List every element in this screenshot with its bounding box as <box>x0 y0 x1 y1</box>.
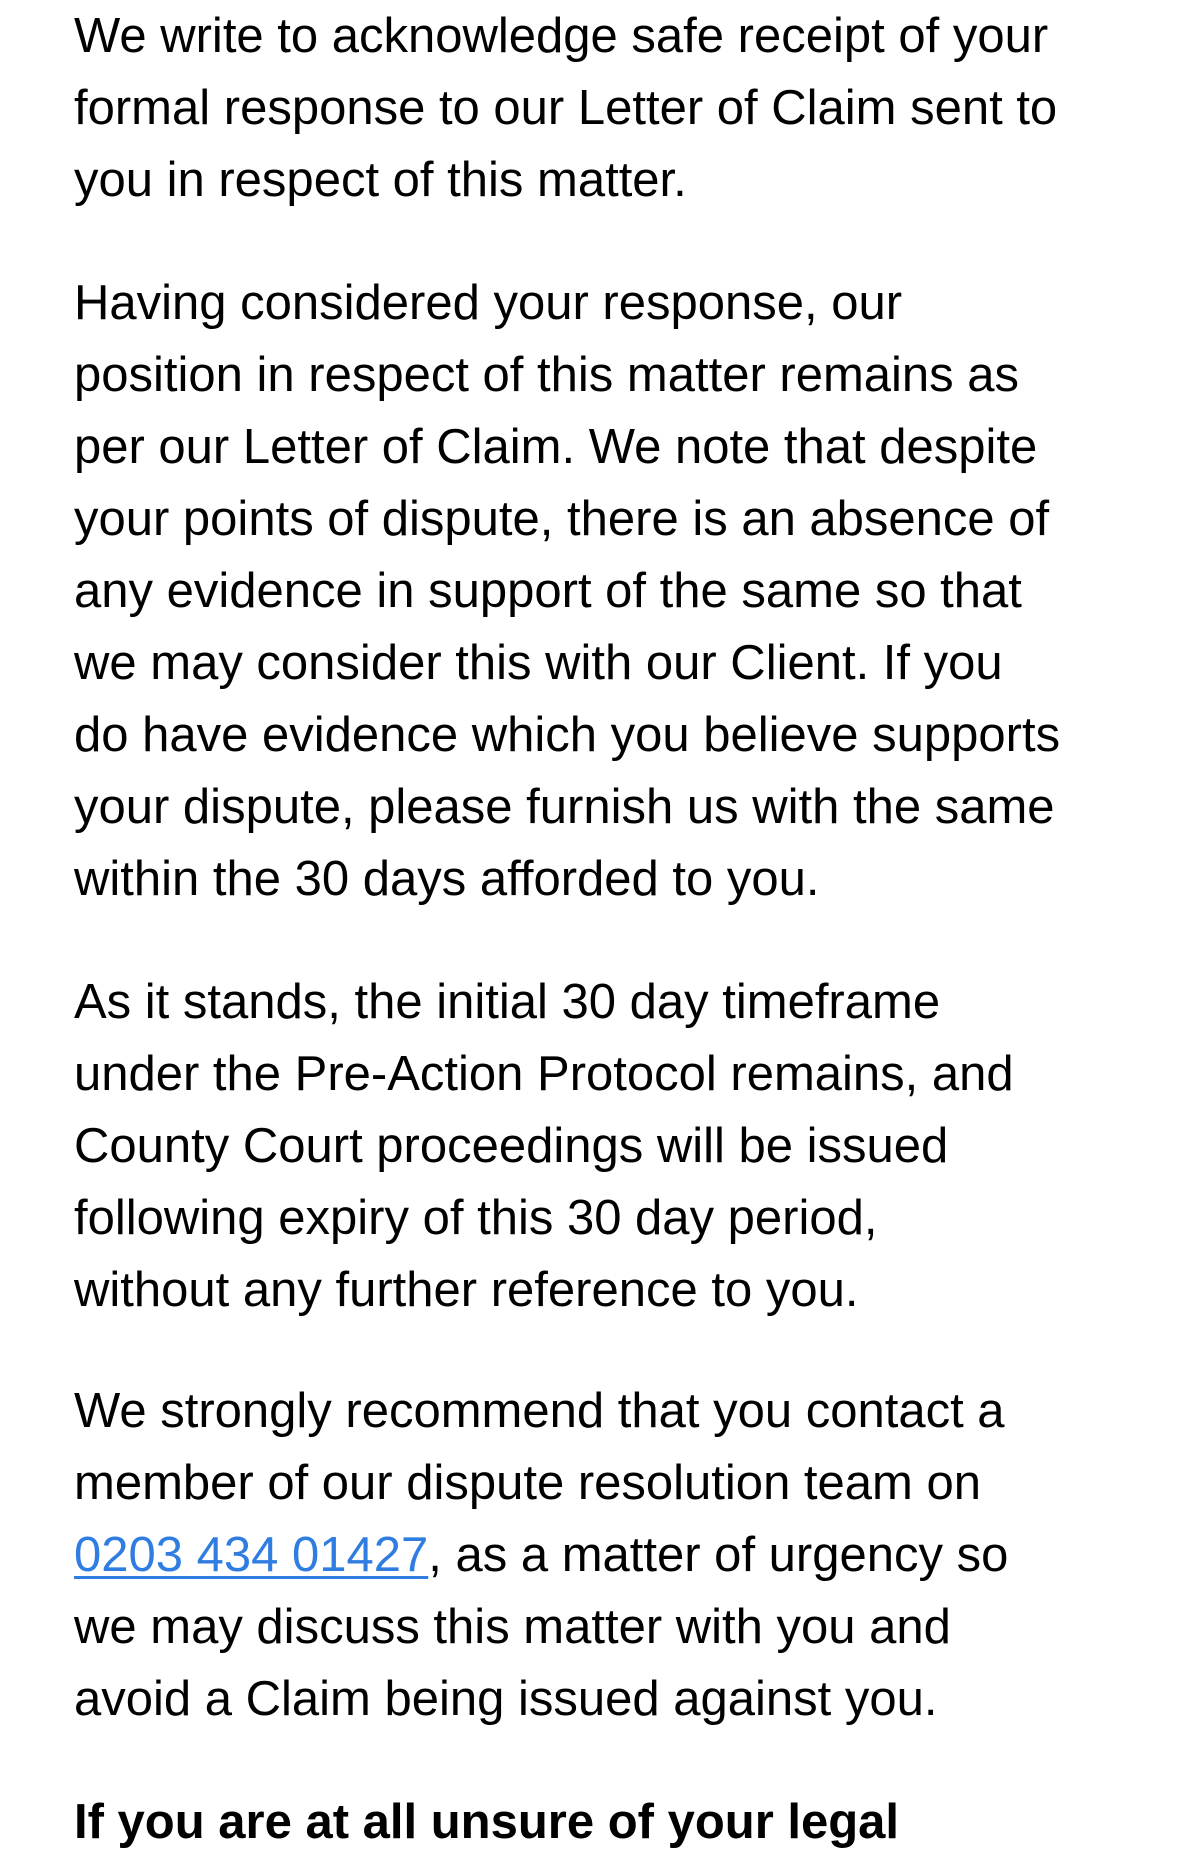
text-line: avoid a Claim being issued against you. <box>74 1672 938 1726</box>
text-line: we may discuss this matter with you and <box>74 1600 951 1654</box>
text-line: without any further reference to you. <box>74 1263 859 1317</box>
text-line: do have evidence which you believe supports <box>74 708 1061 762</box>
text-line: your dispute, please furnish us with the same <box>74 780 1055 834</box>
text-line: following expiry of this 30 day period, <box>74 1191 878 1245</box>
text-line: member of our dispute resolution team on <box>74 1456 981 1510</box>
text-line: We write to acknowledge safe receipt of your <box>74 9 1049 63</box>
text-line: per our Letter of Claim. We note that despite <box>74 420 1038 474</box>
text-line: within the 30 days afforded to you. <box>74 852 820 906</box>
text-line-with-phone <box>74 1519 1008 1591</box>
text-line: As it stands, the initial 30 day timeframe <box>74 975 941 1029</box>
paragraph-acknowledge-receipt <box>74 0 1057 216</box>
text-line: We strongly recommend that you contact a <box>74 1384 1005 1438</box>
paragraph-contact-recommendation <box>74 1375 1008 1735</box>
paragraph-position <box>74 267 1060 915</box>
text-line: you in respect of this matter. <box>74 153 687 207</box>
text-line: formal response to our Letter of Claim sent to <box>74 81 1058 135</box>
phone-number-link[interactable]: 0203 434 01427 <box>74 1528 429 1582</box>
text-line: we may consider this with our Client. If you <box>74 636 1003 690</box>
text-line: your points of dispute, there is an absence of <box>74 492 1050 546</box>
text-line: any evidence in support of the same so that <box>74 564 1022 618</box>
text-line: under the Pre-Action Protocol remains, and <box>74 1047 1014 1101</box>
text-line: County Court proceedings will be issued <box>74 1119 949 1173</box>
paragraph-timeframe <box>74 966 1014 1326</box>
paragraph-legal-advice-bold <box>74 1786 899 1858</box>
text-line: position in respect of this matter remains as <box>74 348 1020 402</box>
text-line: Having considered your response, our <box>74 276 903 330</box>
text-after-phone: , as a matter of urgency so <box>428 1528 1009 1582</box>
bold-text-line: If you are at all unsure of your legal <box>74 1795 900 1849</box>
